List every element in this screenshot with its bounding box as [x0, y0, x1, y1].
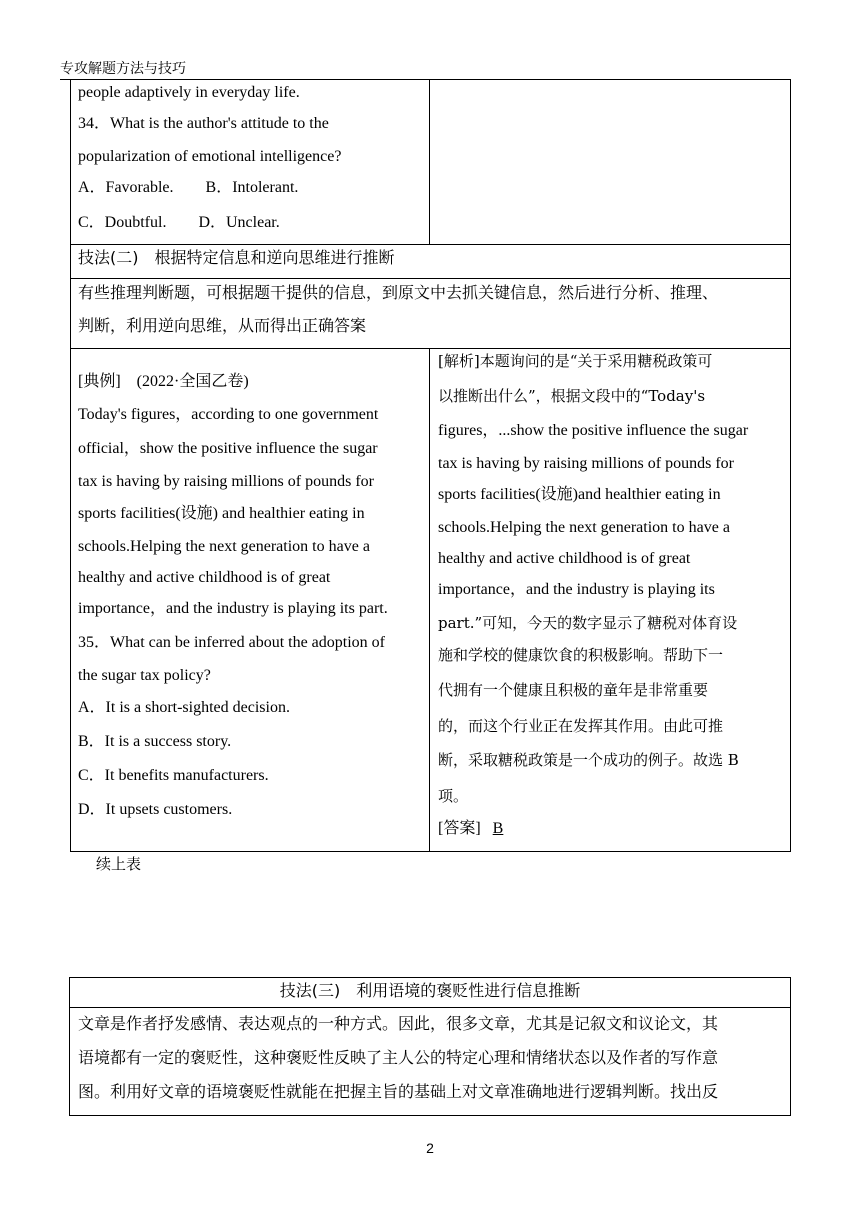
- technique-3-line-1: 文章是作者抒发感情、表达观点的一种方式。因此，很多文章，尤其是记叙文和议论文，其: [78, 1014, 719, 1033]
- answer-value: B: [492, 820, 504, 837]
- example-label: [典例] (2022·全国乙卷): [78, 373, 249, 390]
- analysis-line-7: healthy and active childhood is of great: [438, 550, 691, 567]
- example-line-7: importance，and the industry is playing its part.: [78, 600, 388, 617]
- answer-label: [答案]: [438, 820, 481, 837]
- example-line-1: Today's figures，according to one government: [78, 406, 379, 423]
- technique-2-title: 技法(二) 根据特定信息和逆向思维进行推断: [78, 248, 395, 267]
- example-line-5: schools.Helping the next generation to have a: [78, 538, 370, 555]
- q34-stem-line2: popularization of emotional intelligence?: [78, 148, 342, 165]
- q35-option-b: B．It is a success story.: [78, 733, 232, 750]
- technique-3-line-2: 语境都有一定的褒贬性，这种褒贬性反映了主人公的特定心理和情绪状态以及作者的写作意: [78, 1048, 719, 1067]
- q34-options-cd: C．Doubtful. D．Unclear.: [78, 214, 280, 231]
- page-header-title: 专攻解题方法与技巧: [60, 60, 186, 76]
- table-1-row-rule-2: [70, 278, 791, 279]
- q35-stem-line2: the sugar tax policy?: [78, 667, 211, 684]
- table-1-divider-bottom: [429, 348, 430, 852]
- analysis-line-3: figures，...show the positive influence the sugar: [438, 422, 749, 439]
- q35-stem-line1: 35．What can be inferred about the adoption of: [78, 634, 386, 651]
- continued-note: 续上表: [96, 855, 142, 873]
- analysis-line-1: [解析]本题询问的是“关于采用糖税政策可: [438, 352, 713, 370]
- example-line-3: tax is having by raising millions of pounds for: [78, 473, 374, 490]
- analysis-line-12: 的，而这个行业正在发挥其作用。由此可推: [438, 717, 724, 735]
- analysis-line-11: 代拥有一个健康且积极的童年是非常重要: [438, 681, 709, 699]
- technique-3-line-3: 图。利用好文章的语境褒贬性就能在把握主旨的基础上对文章准确地进行逻辑判断。找出反: [78, 1082, 719, 1101]
- answer-row: [438, 819, 503, 839]
- table-2-row-rule: [69, 1007, 791, 1008]
- q34-stem-line1: 34．What is the author's attitude to the: [78, 115, 329, 132]
- table-1-divider-top: [429, 79, 430, 244]
- analysis-line-4: tax is having by raising millions of pounds for: [438, 455, 734, 472]
- technique-2-desc-line1: 有些推理判断题，可根据题干提供的信息，到原文中去抓关键信息，然后进行分析、推理、: [78, 283, 719, 302]
- analysis-line-14: 项。: [438, 787, 469, 805]
- analysis-line-8: importance，and the industry is playing its: [438, 581, 715, 598]
- analysis-line-2: 以推断出什么”，根据文段中的“Today's: [438, 387, 706, 405]
- q35-option-a: A．It is a short-sighted decision.: [78, 699, 290, 716]
- analysis-line-9: part.”可知，今天的数字显示了糖税对体育设: [438, 614, 738, 632]
- analysis-line-13: 断，采取糖税政策是一个成功的例子。故选 B: [438, 751, 739, 769]
- example-line-4: sports facilities(设施) and healthier eating in: [78, 505, 365, 522]
- page-number: 2: [426, 1140, 434, 1156]
- example-line-6: healthy and active childhood is of great: [78, 569, 331, 586]
- q34-options-ab: A．Favorable. B．Intolerant.: [78, 179, 299, 196]
- analysis-line-6: schools.Helping the next generation to have a: [438, 519, 730, 536]
- analysis-line-10: 施和学校的健康饮食的积极影响。帮助下一: [438, 646, 724, 664]
- table-1-row-rule-3: [70, 348, 791, 349]
- q35-option-d: D．It upsets customers.: [78, 801, 233, 818]
- analysis-line-5: sports facilities(设施)and healthier eating in: [438, 486, 721, 503]
- technique-3-title: 技法(三) 利用语境的褒贬性进行信息推断: [279, 981, 581, 1000]
- q34-continued-line: people adaptively in everyday life.: [78, 84, 300, 101]
- table-1-row-rule-1: [70, 244, 791, 245]
- technique-2-desc-line2: 判断，利用逆向思维，从而得出正确答案: [78, 316, 367, 335]
- example-line-2: official，show the positive influence the sugar: [78, 440, 378, 457]
- q35-option-c: C．It benefits manufacturers.: [78, 767, 269, 784]
